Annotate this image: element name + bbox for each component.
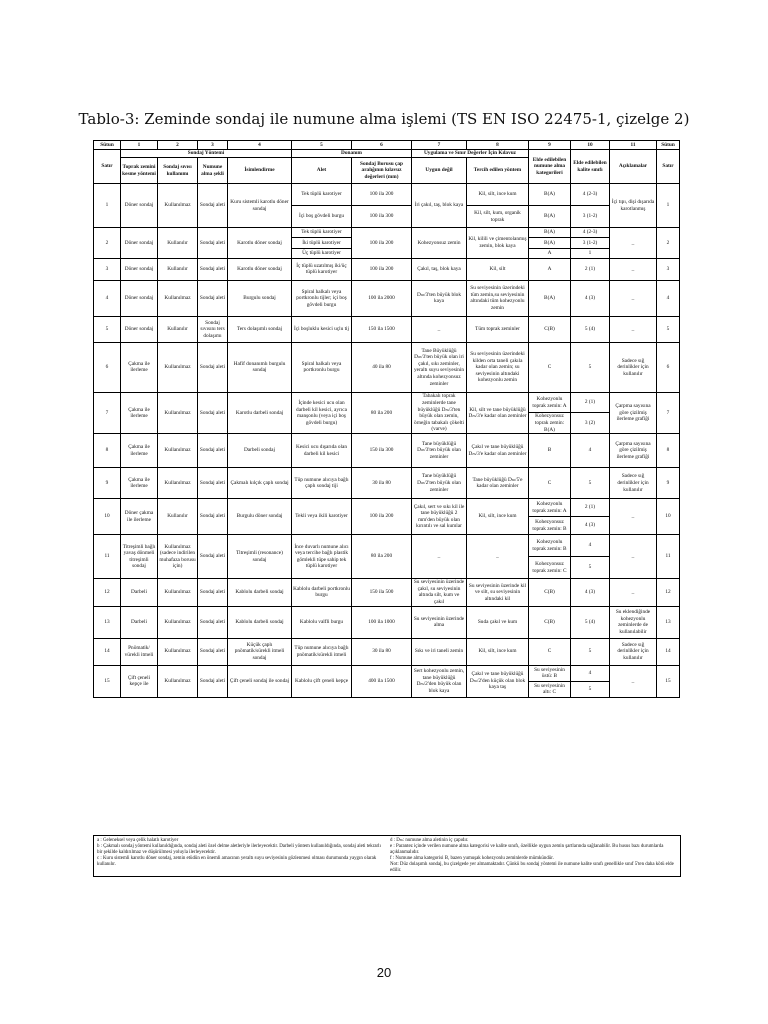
note: f : Numune alma kategorisi B, bazen yumuşak kohezyonlu zeminlerde mümkündür. <box>390 856 554 861</box>
cell-cap-araligi: 100 ila 200 <box>352 258 412 280</box>
cell-sondaj-sivisi: Kullanılmaz <box>158 468 198 499</box>
cell-cap-araligi: 400 ila 1500 <box>352 665 412 697</box>
cell-uygun-degil: Su seviyesinin üzerinde çakıl, su seviyesinin altında silt, kum ve çakıl <box>412 579 467 606</box>
row-number: 11 <box>94 535 121 579</box>
cell-kesme-yontemi: Döner sondaj <box>121 228 158 259</box>
col-number: 11 <box>610 141 657 150</box>
cell-aciklamalar: Su eklendiğinde kohezyonlu zeminlerde de kullanılabilir <box>610 606 657 638</box>
col-number: 9 <box>529 141 571 150</box>
cell-kategori: B(A) <box>529 280 571 316</box>
cell-kalite-sinifi: 4 (3) <box>571 579 610 606</box>
row-number: 1 <box>94 184 121 228</box>
cell-sondaj-sivisi: Kullanılmaz <box>158 638 198 665</box>
cell-aciklamalar: _ <box>610 258 657 280</box>
cell-cap-araligi: 150 ila 500 <box>352 579 412 606</box>
cell-cap-araligi: 80 ila 200 <box>352 535 412 579</box>
cell-uygun-degil: İri çakıl, taş, blok kaya <box>412 184 467 228</box>
cell-kesme-yontemi: Çakma ile ilerleme <box>121 342 158 392</box>
cell-alet: İçi boşluklu kesici uçlu tij <box>292 316 352 342</box>
cell-aciklamalar: _ <box>610 579 657 606</box>
table-row <box>94 228 680 238</box>
cell-aciklamalar: _ <box>610 228 657 259</box>
cell-kesme-yontemi: Darbeli <box>121 579 158 606</box>
cell-kalite-sinifi: 4 (3) <box>571 280 610 316</box>
header-col-4: İsimlendirme <box>228 158 292 184</box>
cell-alet: Spiral halkalı veya portkronlu burgu <box>292 342 352 392</box>
row-number: 14 <box>657 638 680 665</box>
table-row <box>94 316 680 342</box>
cell-tercih-edilen: Kil, kilili ve çimentolanmış zemin, blok kaya <box>467 228 529 259</box>
cell-alet: Tekli veya ikili karotiyer <box>292 499 352 535</box>
cell-aciklamalar: _ <box>610 499 657 535</box>
header-col-6: Sondaj Borusu çap aralığının kılavuz değerleri (mm) <box>352 158 412 184</box>
cell-numune-alma: Sondaj aleti <box>198 535 228 579</box>
cell-sondaj-sivisi: Kullanılmaz <box>158 280 198 316</box>
cell-tercih-edilen: Tüm toprak zeminler <box>467 316 529 342</box>
cell-kategori: Kohezyonlu toprak zemin: A <box>529 392 571 413</box>
cell-aciklamalar: Sadece sığ derinlikler için kullanılır <box>610 468 657 499</box>
row-number: 13 <box>657 606 680 638</box>
cell-alet: İçinde kesici ucu olan darbeli kil kesici, ayrıca manşonlu (veya içi boş gövdeli burgu) <box>292 392 352 433</box>
cell-kalite-sinifi: 2 (1) <box>571 499 610 517</box>
cell-cap-araligi: 30 ila 80 <box>352 468 412 499</box>
cell-kesme-yontemi: Döner sondaj <box>121 184 158 228</box>
cell-isimlendirme: Çakmalı kılçık çaplı sondaj <box>228 468 292 499</box>
cell-numune-alma: Sondaj aleti <box>198 228 228 259</box>
cell-sondaj-sivisi: Kullanılır <box>158 316 198 342</box>
cell-aciklamalar: Sadece sığ derinlikler için kullanılır <box>610 638 657 665</box>
cell-sondaj-sivisi: Kullanılmaz <box>158 665 198 697</box>
cell-kategori: Su seviyesinin altı: C <box>529 681 571 697</box>
cell-uygun-degil: Tane büyüklüğü Dₘ/3'ten büyük olan zeminler <box>412 434 467 468</box>
cell-isimlendirme: Karotlu darbeli sondaj <box>228 392 292 433</box>
cell-alet: İki tüplü karotiyer <box>292 238 352 248</box>
sutun-label: Sütun <box>657 141 680 150</box>
cell-kategori: A <box>529 258 571 280</box>
cell-tercih-edilen: Su seviyesinin üzerinde kil ve silt, su seviyesinin altındaki kil <box>467 579 529 606</box>
cell-tercih-edilen: Su seviyesinin üzerindeki kilden orta taneli çakıla kadar olan zemin; su seviyesinin altındaki kohezyonlu zemin <box>467 342 529 392</box>
cell-alet: Kablolu valfli burgu <box>292 606 352 638</box>
cell-tercih-edilen: Kil, silt <box>467 258 529 280</box>
cell-kategori: C <box>529 342 571 392</box>
cell-cap-araligi: 40 ila 80 <box>352 342 412 392</box>
cell-kategori: C(B) <box>529 316 571 342</box>
cell-uygun-degil: Sıkı ve iri taneli zemin <box>412 638 467 665</box>
col-number: 4 <box>228 141 292 150</box>
cell-cap-araligi: 100 ila 200 <box>352 228 412 259</box>
cell-kesme-yontemi: Döner sondaj <box>121 258 158 280</box>
cell-aciklamalar: _ <box>610 665 657 697</box>
cell-sondaj-sivisi: Kullanılmaz (sadece indirilen muhafaza borusu için) <box>158 535 198 579</box>
cell-kalite-sinifi: 4 (2-3) <box>571 184 610 206</box>
cell-cap-araligi: 150 ila 1500 <box>352 316 412 342</box>
row-number: 15 <box>94 665 121 697</box>
table-row <box>94 638 680 665</box>
group-header-row <box>94 150 680 158</box>
cell-kesme-yontemi: Döner çakma ile ilerleme <box>121 499 158 535</box>
cell-sondaj-sivisi: Kullanılmaz <box>158 606 198 638</box>
col-number: 5 <box>292 141 352 150</box>
cell-uygun-degil: _ <box>412 316 467 342</box>
cell-alet: Tek tüplü karotiyer <box>292 228 352 238</box>
row-number: 12 <box>94 579 121 606</box>
cell-cap-araligi: 80 ila 200 <box>352 392 412 433</box>
cell-kalite-sinifi: 5 (4) <box>571 606 610 638</box>
cell-kategori: A <box>529 248 571 258</box>
row-number: 11 <box>657 535 680 579</box>
cell-kategori: C <box>529 638 571 665</box>
cell-kalite-sinifi: 3 (1-2) <box>571 206 610 228</box>
cell-sondaj-sivisi: Kullanılır <box>158 499 198 535</box>
cell-kesme-yontemi: Döner sondaj <box>121 280 158 316</box>
cell-sondaj-sivisi: Kullanılmaz <box>158 434 198 468</box>
cell-kategori: Kohezyonlu toprak zemin: A <box>529 499 571 517</box>
cell-numune-alma: Sondaj aleti <box>198 342 228 392</box>
cell-uygun-degil: Su seviyesinin üzerinde alma <box>412 606 467 638</box>
cell-numune-alma: Sondaj sıvısını ters dolaşımı <box>198 316 228 342</box>
cell-tercih-edilen: Suda çakıl ve kum <box>467 606 529 638</box>
group-uygulama: Uygulama ve Sınır Değerler İçin Kılavuz <box>412 150 529 158</box>
cell-alet: İçi boş gövdeli burgu <box>292 206 352 228</box>
row-number: 10 <box>94 499 121 535</box>
table-row <box>94 499 680 517</box>
cell-tercih-edilen: Çakıl ve tane büyüklüğü Dₘ/3'e kadar olan zeminler <box>467 434 529 468</box>
header-col-5: Alet <box>292 158 352 184</box>
row-number: 5 <box>94 316 121 342</box>
cell-aciklamalar: Sadece sığ derinlikler için kullanılır <box>610 342 657 392</box>
column-number-row <box>94 141 680 150</box>
cell-tercih-edilen: Tane büyüklüğü Dₘ/5'e kadar olan zeminler <box>467 468 529 499</box>
note: a : Geleneksel veya çelik halatlı karotiyer <box>97 838 179 843</box>
cell-sondaj-sivisi: Kullanılmaz <box>158 184 198 228</box>
table-title: Tablo-3: Zeminde sondaj ile numune alma işlemi (TS EN ISO 22475-1, çizelge 2) <box>78 110 690 128</box>
row-number: 8 <box>657 434 680 468</box>
table-row <box>94 606 680 638</box>
cell-kalite-sinifi: 5 <box>571 468 610 499</box>
satir-label: Satır <box>94 150 121 184</box>
col-number: 3 <box>198 141 228 150</box>
header-col-2: Sondaj sıvısı kullanımı <box>158 158 198 184</box>
cell-uygun-degil: Sert kohezyonlu zemin, tane büyüklüğü Dₘ/2'den büyük olan blok kaya <box>412 665 467 697</box>
cell-tercih-edilen: Kil, silt ve tane büyüklüğü Dₘ/3'e kadar olan zeminler <box>467 392 529 433</box>
cell-kesme-yontemi: Çift çeneli kepçe ile <box>121 665 158 697</box>
cell-uygun-degil: Tabakalı toprak zeminlerde tane büyüklüğü Dₘ/3'ten büyük olan zemin, örneğin tabakalı çökelti (varve) <box>412 392 467 433</box>
cell-isimlendirme: Küçük çaplı pnömatik/sürekli itmeli sondaj <box>228 638 292 665</box>
cell-cap-araligi: 150 ila 300 <box>352 434 412 468</box>
cell-tercih-edilen: Kil, silt, ince kum <box>467 499 529 535</box>
cell-numune-alma: Sondaj aleti <box>198 258 228 280</box>
note: b : Çakmalı sondaj yöntemi kullanıldığında, sondaj aleti özel delme aletleriyle ilerleyecektir. Darbeli yöntem kullanıldığında, sondaj aleti tekrarlı bir şekilde kaldırılmaz ve düşürülmesi yoluyla ilerleyecektir. <box>97 844 381 855</box>
cell-tercih-edilen: _ <box>467 535 529 579</box>
cell-tercih-edilen: Kil, silt, ince kum <box>467 638 529 665</box>
cell-kalite-sinifi: 4 <box>571 665 610 681</box>
row-number: 9 <box>657 468 680 499</box>
cell-sondaj-sivisi: Kullanılır <box>158 228 198 259</box>
row-number: 4 <box>94 280 121 316</box>
row-number: 2 <box>657 228 680 259</box>
cell-cap-araligi: 100 ila 1000 <box>352 606 412 638</box>
cell-kategori: C(B) <box>529 606 571 638</box>
notes-left <box>97 838 384 868</box>
cell-kesme-yontemi: Darbeli <box>121 606 158 638</box>
cell-aciklamalar: Çarpma sayısına göre çizilmiş ilerleme grafiği <box>610 392 657 433</box>
row-number: 14 <box>94 638 121 665</box>
table-row <box>94 535 680 557</box>
cell-uygun-degil: Tane büyüklüğü Dₘ/2'ten büyük olan zeminler <box>412 468 467 499</box>
col-number: 8 <box>467 141 529 150</box>
row-number: 3 <box>94 258 121 280</box>
row-number: 8 <box>94 434 121 468</box>
page-number: 20 <box>376 965 392 980</box>
cell-alet: İnce duvarlı numune alıcı veya tercihe bağlı plastik gömlekli tüpe sahip tek tüplü karotiyer <box>292 535 352 579</box>
row-number: 4 <box>657 280 680 316</box>
row-number: 6 <box>657 342 680 392</box>
cell-kesme-yontemi: Titreşimli bağlı yavaş dönmeli titreşimli sondaj <box>121 535 158 579</box>
table-row <box>94 434 680 468</box>
cell-alet: İç tüplü uzatılmış iki/üç tüplü karotiyer <box>292 258 352 280</box>
row-number: 12 <box>657 579 680 606</box>
cell-numune-alma: Sondaj aleti <box>198 434 228 468</box>
cell-kategori: B(A) <box>529 228 571 238</box>
cell-numune-alma: Sondaj aleti <box>198 499 228 535</box>
note: c : Kuru sistemli karotlu döner sondaj, zemin etüdün en önemli amacının yeraltı suyu seviyesinin gözlenmesi olması durumunda yaygın olarak kullanılır. <box>97 856 377 867</box>
cell-isimlendirme: Burgulu döner sondaj <box>228 499 292 535</box>
cell-kategori: B <box>529 434 571 468</box>
row-number: 9 <box>94 468 121 499</box>
cell-kategori: Kohezyonlu toprak zemin: B <box>529 535 571 557</box>
group-sondaj-yontemi: Sondaj Yöntemi <box>121 150 292 158</box>
note: d : Dₘ: numune alma aletinin iç çapıdır. <box>390 838 469 843</box>
row-number: 1 <box>657 184 680 228</box>
cell-cap-araligi: 100 ila 2000 <box>352 280 412 316</box>
notes-right <box>390 838 677 874</box>
cell-kalite-sinifi: 3 (1-2) <box>571 238 610 248</box>
cell-alet: Spiral halkalı veya portkronlu tijler; içi boş gövdeli burgu <box>292 280 352 316</box>
cell-kalite-sinifi: 5 <box>571 638 610 665</box>
cell-aciklamalar: İçi tıpı, dişi dışarıda karotlanmış <box>610 184 657 228</box>
cell-numune-alma: Sondaj aleti <box>198 184 228 228</box>
cell-tercih-edilen: Kil, silt, kum, organik toprak <box>467 206 529 228</box>
cell-alet: Üç tüplü karotiyer <box>292 248 352 258</box>
cell-numune-alma: Sondaj aleti <box>198 638 228 665</box>
table-row <box>94 579 680 606</box>
group-donanim: Donanım <box>292 150 412 158</box>
cell-isimlendirme: Karotlu döner sondaj <box>228 228 292 259</box>
row-number: 13 <box>94 606 121 638</box>
table-row <box>94 258 680 280</box>
cell-kalite-sinifi: 5 <box>571 342 610 392</box>
row-number: 7 <box>657 392 680 433</box>
cell-kalite-sinifi: 2 (1) <box>571 392 610 413</box>
cell-numune-alma: Sondaj aleti <box>198 606 228 638</box>
cell-aciklamalar: Çarpma sayısına göre çizilmiş ilerleme grafiği <box>610 434 657 468</box>
header-col-7: Uygun değil <box>412 158 467 184</box>
cell-kalite-sinifi: 2 (1) <box>571 258 610 280</box>
cell-alet: Tek tüplü karotiyer <box>292 184 352 206</box>
cell-aciklamalar: _ <box>610 316 657 342</box>
cell-uygun-degil: Çakıl, sert ve sıkı kil ile tane büyüklüğü 2 mm'den büyük olan kırıntılı ve sal kumlar <box>412 499 467 535</box>
cell-kategori: B(A) <box>529 184 571 206</box>
cell-cap-araligi: 100 ila 200 <box>352 184 412 206</box>
cell-isimlendirme: Darbeli sondaj <box>228 434 292 468</box>
col-number: 10 <box>571 141 610 150</box>
note: e : Parantez içinde verilen numune alma kategorisi ve kalite sınıfı, özellikle uygun zemin şartlarında sağlanabilir. Bu husus bazı durumlarda açıklanmalıdır. <box>390 844 664 855</box>
cell-kesme-yontemi: Döner sondaj <box>121 316 158 342</box>
cell-kalite-sinifi: 4 (3) <box>571 517 610 535</box>
table-row <box>94 392 680 413</box>
cell-alet: Kablolu darbeli portkronlu burgu <box>292 579 352 606</box>
cell-cap-araligi: 30 ila 80 <box>352 638 412 665</box>
cell-tercih-edilen: Çakıl ve tane büyüklüğü Dₘ/2'den küçük olan blok kaya taş <box>467 665 529 697</box>
satir-label: Satır <box>657 150 680 184</box>
cell-isimlendirme: Kuru sistemli karotlu döner sondaj <box>228 184 292 228</box>
cell-alet: Kesici ucu dışarıda olan darbeli kil kesici <box>292 434 352 468</box>
cell-aciklamalar: _ <box>610 535 657 579</box>
col-number: 2 <box>158 141 198 150</box>
cell-alet: Kablolu çift çeneli kepçe <box>292 665 352 697</box>
cell-cap-araligi: 100 ila 200 <box>352 499 412 535</box>
cell-isimlendirme: Karotlu döner sondaj <box>228 258 292 280</box>
cell-tercih-edilen: Su seviyesinin üzerindeki tüm zemin,su seviyesinin altındaki tüm kohezyonlu zemin <box>467 280 529 316</box>
cell-aciklamalar: _ <box>610 280 657 316</box>
row-number: 6 <box>94 342 121 392</box>
cell-kategori: B(A) <box>529 206 571 228</box>
cell-kalite-sinifi: 4 <box>571 434 610 468</box>
cell-uygun-degil: Çakıl, taş, blok kaya <box>412 258 467 280</box>
table-notes <box>93 835 681 877</box>
cell-alet: Tüp numune alıcıya bağlı çaplı sondaj tiji <box>292 468 352 499</box>
row-number: 2 <box>94 228 121 259</box>
cell-isimlendirme: Burgulu sondaj <box>228 280 292 316</box>
header-col-1: Toprak zemini kesme yöntemi <box>121 158 158 184</box>
cell-isimlendirme: Kablolu darbeli sondaj <box>228 606 292 638</box>
cell-kategori: B(A) <box>529 238 571 248</box>
row-number: 3 <box>657 258 680 280</box>
cell-numune-alma: Sondaj aleti <box>198 579 228 606</box>
cell-uygun-degil: Tane Büyüklüğü Dₘ/3'ten büyük olan iri çakıl, sıkı zeminler, yeraltı suyu seviyesinin altında kohezyonsuz zeminler <box>412 342 467 392</box>
cell-kalite-sinifi: 4 <box>571 535 610 557</box>
cell-kalite-sinifi: 4 (2-3) <box>571 228 610 238</box>
header-col-8: Tercih edilen yöntem <box>467 158 529 184</box>
cell-tercih-edilen: Kil, silt, ince kum <box>467 184 529 206</box>
cell-isimlendirme: Ters dolaşımlı sondaj <box>228 316 292 342</box>
cell-uygun-degil: _ <box>412 535 467 579</box>
cell-kesme-yontemi: Pnömatik/ vürekli itmeli <box>121 638 158 665</box>
cell-isimlendirme: Kablolu darbeli sondaj <box>228 579 292 606</box>
table-row <box>94 184 680 206</box>
cell-numune-alma: Sondaj aleti <box>198 392 228 433</box>
cell-kesme-yontemi: Çakma ile ilerleme <box>121 392 158 433</box>
cell-sondaj-sivisi: Kullanılır <box>158 258 198 280</box>
cell-kategori: Kohezyonsuz toprak zemin: C <box>529 557 571 579</box>
cell-kategori: Kohezyonsuz toprak zemin: B <box>529 517 571 535</box>
cell-kategori: Su seviyesinin üstü: B <box>529 665 571 681</box>
row-number: 15 <box>657 665 680 697</box>
table-body <box>94 141 680 698</box>
cell-numune-alma: Sondaj aleti <box>198 280 228 316</box>
cell-alet: Tüp numune alıcıya bağlı pnömatik/sürekli itmeli <box>292 638 352 665</box>
col-number: 7 <box>412 141 467 150</box>
row-number: 5 <box>657 316 680 342</box>
cell-sondaj-sivisi: Kullanılmaz <box>158 342 198 392</box>
row-number: 10 <box>657 499 680 535</box>
header-col-9: Elde edilebilen numune alma kategorileri <box>529 150 571 184</box>
header-col-11: Açıklamalar <box>610 150 657 184</box>
table-row <box>94 280 680 316</box>
table-row <box>94 665 680 681</box>
cell-isimlendirme: Titreşimli (resonance) sondaj <box>228 535 292 579</box>
cell-uygun-degil: Dₘ/3'ten büyük blok kaya <box>412 280 467 316</box>
header-col-3: Numune alma şekli <box>198 158 228 184</box>
cell-kalite-sinifi: 3 (2) <box>571 413 610 434</box>
cell-kategori: Kohezyonsuz toprak zemin: B(A) <box>529 413 571 434</box>
cell-sondaj-sivisi: Kullanılmaz <box>158 392 198 433</box>
cell-sondaj-sivisi: Kullanılmaz <box>158 579 198 606</box>
col-number: 1 <box>121 141 158 150</box>
cell-numune-alma: Sondaj aleti <box>198 468 228 499</box>
cell-kalite-sinifi: 5 (4) <box>571 316 610 342</box>
header-col-10: Elde edilebilen kalite sınıfı <box>571 150 610 184</box>
cell-uygun-degil: Kohezyonsuz zemin <box>412 228 467 259</box>
table-row <box>94 468 680 499</box>
cell-cap-araligi: 100 ila 300 <box>352 206 412 228</box>
cell-isimlendirme: Çift çeneli sondaj ile sondaj <box>228 665 292 697</box>
cell-kategori: C <box>529 468 571 499</box>
cell-isimlendirme: Hafif donanımlı burgulu sondaj <box>228 342 292 392</box>
row-number: 7 <box>94 392 121 433</box>
cell-kalite-sinifi: 5 <box>571 681 610 697</box>
note: Not: Düz dolaşımlı sondaj, bu çizelgede yer almamaktadır. Çünkü bu sondaj yöntemi ile numune kalite sınıfı genellikle sınıf 5'ten daha kötü elde edilir. <box>390 862 674 873</box>
cell-kesme-yontemi: Çakma ile ilerleme <box>121 434 158 468</box>
cell-kalite-sinifi: 1 <box>571 248 610 258</box>
cell-kesme-yontemi: Çakma ile ilerleme <box>121 468 158 499</box>
cell-kategori: C(B) <box>529 579 571 606</box>
sampling-table <box>93 140 680 698</box>
sutun-label: Sütun <box>94 141 121 150</box>
cell-kalite-sinifi: 5 <box>571 557 610 579</box>
col-number: 6 <box>352 141 412 150</box>
table-row <box>94 342 680 392</box>
cell-numune-alma: Sondaj aleti <box>198 665 228 697</box>
